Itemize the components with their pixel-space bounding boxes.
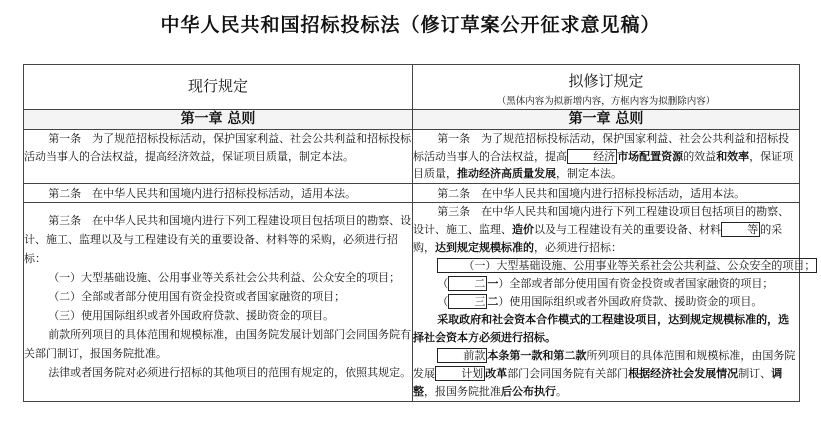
header-revised <box>413 65 800 110</box>
added-text: 和效率 <box>716 149 750 163</box>
article-3-revised-p2 <box>413 347 799 401</box>
text-segment: ，保证项目质量， <box>413 149 794 181</box>
header-row <box>24 65 800 110</box>
header-revised-note: （黑体内容为拟新增内容，方框内容为拟删除内容） <box>496 96 716 107</box>
text-segment: 所列项目的具体范围和规模标准，由国务院发展 <box>413 349 796 381</box>
text-segment: 部门会同国务院有关部门 <box>507 367 629 381</box>
article-1-row <box>24 130 800 184</box>
article-3-revised-new-paragraph: 采取政府和社会资本合作模式的工程建设项目，达到规定规模标准的，选择社会资本方必须进行招标。 <box>413 313 790 345</box>
document-title: 中华人民共和国招标投标法（修订草案公开征求意见稿） <box>160 14 661 36</box>
text-segment: 制订、 <box>738 367 772 381</box>
deleted-text: 计划 <box>435 366 485 381</box>
article-3-current-item-2: （二）全部或者部分使用国有资金投资或者国家融资的项目； <box>48 290 346 304</box>
article-1-revised-text <box>413 130 799 183</box>
deleted-text: 等 <box>721 222 760 237</box>
header-current <box>24 65 413 110</box>
text-segment: 的采购， <box>413 223 783 255</box>
text-segment: ）使用国际组织或者外国政府贷款、援助资金的项目。 <box>498 295 763 309</box>
article-3-revised-item-2 <box>413 275 799 293</box>
text-segment: 第三条 在中华人民共和国境内进行下列工程建设项目包括项目的勘察、设计、施工、监理、 <box>413 205 790 237</box>
text-segment: （ <box>437 295 449 309</box>
comparison-table <box>23 64 816 402</box>
text-segment: （ <box>437 277 449 291</box>
article-2-revised-text: 第二条 在中华人民共和国境内进行招标投标活动，适用本法。 <box>437 186 746 200</box>
article-3-current-item-3: （三）使用国际组织或者外国政府贷款、援助资金的项目。 <box>48 309 335 323</box>
deleted-text: 三 <box>448 294 487 309</box>
text-segment: ，报国务院批准 <box>424 385 501 399</box>
text-segment: 的效益 <box>683 149 717 163</box>
article-3-current-item-1: （一）大型基础设施、公用事业等关系社会公共利益、公众安全的项目； <box>48 271 401 285</box>
text-segment: 。 <box>556 385 567 399</box>
text-segment: 以及与工程建设有关的重要设备、材料 <box>534 223 721 237</box>
article-2-current <box>24 183 413 203</box>
added-text: 二 <box>487 295 499 309</box>
text-segment: ，制定本法。 <box>556 167 622 181</box>
text-segment: ）全部或者部分使用国有资金投资或者国家融资的项目； <box>498 277 774 291</box>
article-2-current-text: 第二条 在中华人民共和国境内进行招标投标活动，适用本法。 <box>48 186 357 200</box>
header-current-label: 现行规定 <box>187 77 248 95</box>
added-text: 推动经济高质量发展 <box>457 167 556 181</box>
article-3-row <box>24 203 800 402</box>
deleted-text: 经济 <box>567 149 617 164</box>
added-text: 根据经济社会发展情况 <box>628 367 739 381</box>
deleted-text: 前款 <box>437 348 487 363</box>
chapter-row <box>24 110 800 130</box>
text-segment: ，必须进行招标： <box>534 241 622 255</box>
article-3-revised-item-1 <box>413 257 816 275</box>
article-3-current-p3: 法律或者国务院对必须进行招标的其他项目的范围有规定的，依照其规定。 <box>48 366 412 380</box>
article-3-revised-p1 <box>413 203 799 257</box>
article-1-current-text: 第一条 为了规范招标投标活动，保护国家利益、社会公共利益和招标投标活动当事人的合法权益，提高经济效益，保证项目质量，制定本法。 <box>24 132 412 163</box>
chapter-left: 第一章 总则 <box>24 110 413 130</box>
added-text: 市场配置资源 <box>617 149 684 163</box>
added-text: 一 <box>487 277 499 291</box>
added-text: 造价 <box>512 223 534 237</box>
text-segment: 第一条 为了规范招标投标活动，保护国家利益、社会公共利益和招标投标活动当事人的合法权益，提高 <box>413 132 790 163</box>
article-3-revised-item-3 <box>413 293 799 311</box>
added-text: 改革 <box>485 367 508 381</box>
article-3-current <box>24 203 413 402</box>
added-text: 本条第一款和第二款 <box>487 349 587 363</box>
header-revised-label: 拟修订规定 <box>568 72 644 90</box>
article-2-revised <box>413 183 800 203</box>
deleted-text: 二 <box>448 276 487 291</box>
deleted-text: （一）大型基础设施、公用事业等关系社会公共利益、公众安全的项目； <box>437 258 817 273</box>
article-1-current <box>24 130 413 184</box>
added-text: 后公布执行 <box>501 385 556 399</box>
added-text: 达到规定规模标准的 <box>435 241 534 255</box>
article-2-row <box>24 183 800 203</box>
article-3-current-p1: 第三条 在中华人民共和国境内进行下列工程建设项目包括项目的勘察、设计、施工、监理以及与工程建设有关的重要设备、材料等的采购，必须进行招标： <box>24 214 412 266</box>
chapter-right: 第一章 总则 <box>413 110 800 130</box>
added-text: 调整 <box>413 367 783 399</box>
article-1-revised <box>413 130 800 184</box>
article-3-current-p2: 前款所列项目的具体范围和规模标准，由国务院发展计划部门会同国务院有关部门制订，报国务院批准。 <box>24 328 412 361</box>
article-3-revised <box>413 203 816 402</box>
